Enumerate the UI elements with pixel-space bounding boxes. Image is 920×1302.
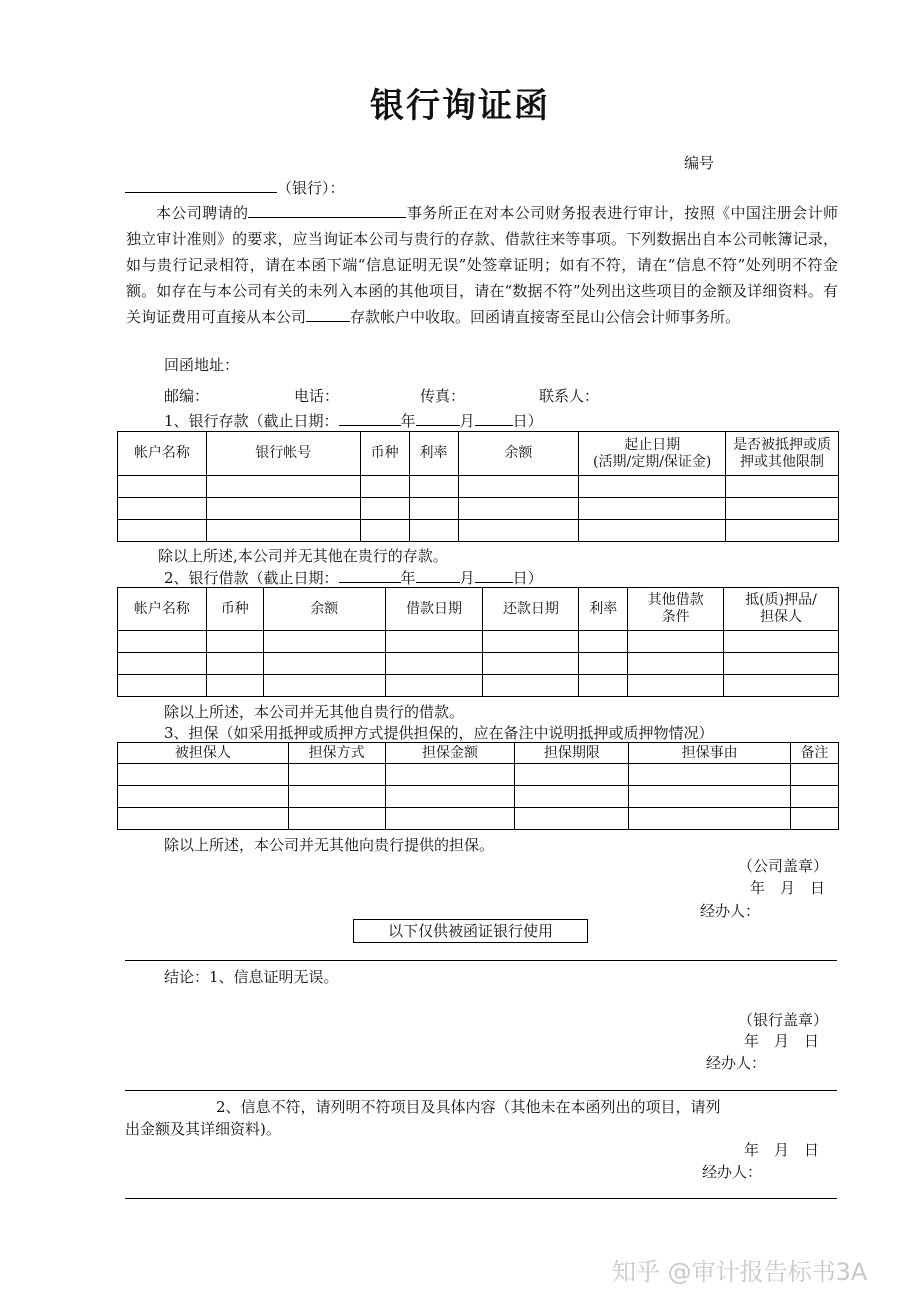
bank-suffix: （银行）： [277, 179, 345, 197]
col-guarantee-method: 担保方式 [288, 743, 385, 764]
table-header-row [118, 432, 839, 476]
table-row[interactable] [118, 498, 839, 520]
col-period: 起止日期 (活期/定期/保证金) [579, 432, 726, 476]
deposits-heading: 1、银行存款（截止日期： 年 月 日） [164, 412, 543, 430]
intro-text-1: 本公司聘请的 [156, 204, 249, 222]
loans-day-blank[interactable] [475, 567, 513, 583]
intro-text-3: 存款帐户中收取。回函请直接寄至昆山公信会计师事务所。 [350, 308, 741, 326]
conclusion-mismatch: 2、信息不符，请列明不符项目及具体内容（其他未在本函列出的项目，请列 [216, 1098, 721, 1116]
col-currency: 币种 [360, 432, 409, 476]
col-loan-date: 借款日期 [385, 588, 483, 631]
divider [125, 1090, 837, 1091]
bank-handler-label-2: 经办人： [702, 1163, 763, 1181]
guarantees-heading: 3、担保（如采用抵押或质押方式提供担保的，应在备注中说明抵押或质押物情况） [164, 724, 714, 742]
table-row[interactable] [118, 520, 839, 542]
table-row[interactable] [118, 476, 839, 498]
table-row[interactable] [118, 675, 839, 697]
col-balance: 余额 [458, 432, 579, 476]
deposits-month-blank[interactable] [416, 410, 460, 426]
intro-paragraph [126, 200, 838, 330]
guarantees-footer: 除以上所述，本公司并无其他向贵行提供的担保。 [164, 836, 495, 854]
divider [125, 1198, 837, 1199]
col-account-name: 帐户名称 [118, 432, 207, 476]
loans-heading: 2、银行借款（截止日期： 年 月 日） [164, 569, 543, 587]
postcode-label: 邮编： [164, 387, 210, 405]
conclusion-mismatch-cont: 出金额及其详细资料)。 [125, 1120, 281, 1138]
col-repay-date: 还款日期 [483, 588, 579, 631]
col-restriction: 是否被抵押或质 押或其他限制 [726, 432, 839, 476]
deposits-footer: 除以上所述,本公司并无其他在贵行的存款。 [158, 547, 448, 565]
firm-name-blank[interactable] [248, 202, 406, 218]
col-guarantee-reason: 担保事由 [629, 743, 791, 764]
guarantees-table [117, 742, 839, 830]
bank-use-only-box: 以下仅供被函证银行使用 [353, 919, 588, 943]
fax-label: 传真： [420, 387, 466, 405]
col-guaranteed-party: 被担保人 [118, 743, 289, 764]
loans-year-blank[interactable] [339, 567, 401, 583]
number-label: 编号 [684, 154, 715, 172]
bank-seal-label: （银行盖章） [738, 1011, 829, 1029]
loans-month-blank[interactable] [416, 567, 460, 583]
bank-date-1: 年 月 日 [744, 1032, 820, 1050]
deposits-year-blank[interactable] [339, 410, 401, 426]
bank-addressee [125, 177, 345, 198]
col-currency: 币种 [206, 588, 263, 631]
bank-name-blank[interactable] [125, 177, 277, 193]
phone-label: 电话： [294, 387, 340, 405]
table-header-row [118, 743, 839, 764]
watermark-text: 知乎 @审计报告标书3A [612, 1258, 868, 1286]
col-account-number: 银行帐号 [206, 432, 360, 476]
contact-person-label: 联系人： [539, 387, 600, 405]
bank-handler-label-1: 经办人： [706, 1054, 767, 1072]
table-row[interactable] [118, 808, 839, 830]
table-row[interactable] [118, 786, 839, 808]
col-other-terms: 其他借款 条件 [628, 588, 724, 631]
deposits-day-blank[interactable] [475, 410, 513, 426]
company-handler-label: 经办人： [700, 902, 761, 920]
table-row[interactable] [118, 764, 839, 786]
col-guarantee-amount: 担保金额 [385, 743, 515, 764]
col-account-name: 帐户名称 [118, 588, 207, 631]
loans-table [117, 587, 839, 697]
divider [125, 960, 837, 961]
company-account-blank[interactable] [306, 306, 350, 322]
col-interest-rate: 利率 [409, 432, 458, 476]
company-seal-label: （公司盖章） [738, 857, 829, 875]
col-interest-rate: 利率 [579, 588, 628, 631]
reply-address-label: 回函地址： [164, 356, 240, 374]
bank-date-2: 年 月 日 [744, 1141, 820, 1159]
col-collateral: 抵(质)押品/ 担保人 [724, 588, 839, 631]
col-remarks: 备注 [791, 743, 839, 764]
table-row[interactable] [118, 631, 839, 653]
intro-text-2: 事务所正在对本公司财务报表进行审计，按照《中国注册会计师独立审计准则》的要求，应当询证本公司与贵行的存款、借款往来等事项。下列数据出自本公司帐簿记录，如与贵行记录相符，请在本函下端“信息证明无误”处签章证明；如有不符，请在“信息不符”处列明不符金额。如存在与本公司有关的未列入本函的其他项目，请在“数据不符”处列出这些项目的金额及详细资料。有关询证费用可直接从本公司 [126, 204, 838, 326]
conclusion-correct: 结论：1、信息证明无误。 [164, 968, 339, 986]
col-guarantee-term: 担保期限 [515, 743, 629, 764]
deposits-table [117, 431, 839, 542]
table-row[interactable] [118, 653, 839, 675]
table-header-row [118, 588, 839, 631]
company-date: 年 月 日 [750, 879, 826, 897]
col-balance: 余额 [263, 588, 385, 631]
loans-footer: 除以上所述，本公司并无其他自贵行的借款。 [164, 703, 465, 721]
page-title: 银行询证函 [370, 86, 550, 126]
